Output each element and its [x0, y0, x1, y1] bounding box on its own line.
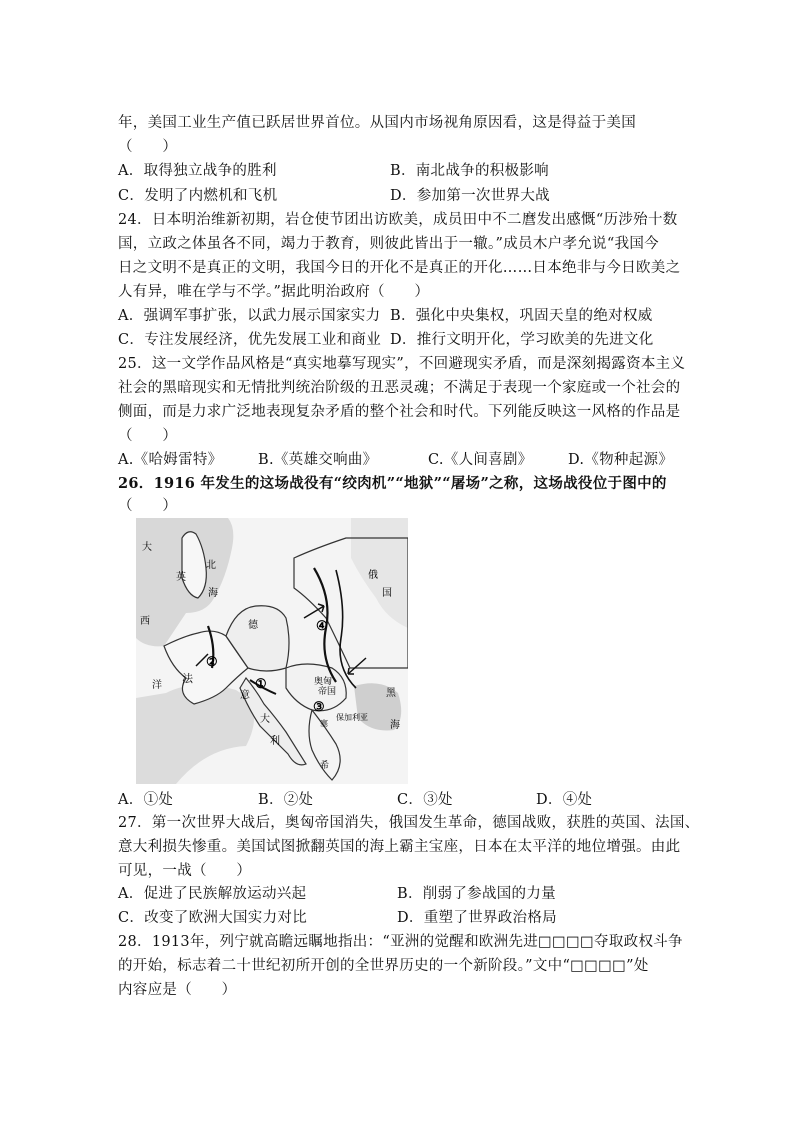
q28-stem-line: 的开始，标志着二十世纪初所开创的全世界历史的一个新阶段。”文中“□□□□”处	[118, 958, 649, 974]
map-label: 塞	[320, 719, 328, 728]
map-label: 德	[248, 620, 258, 631]
q27-option-a[interactable]: A．促进了民族解放运动兴起	[118, 886, 307, 902]
map-label: 海	[390, 720, 400, 731]
q27-option-c[interactable]: C．改变了欧洲大国实力对比	[118, 910, 307, 926]
map-label: 大	[142, 542, 152, 553]
q26-option-a[interactable]: A．①处	[118, 792, 174, 808]
map-label: 希	[320, 761, 330, 771]
q25-option-b[interactable]: B.《英雄交响曲》	[258, 452, 378, 468]
q25-option-a[interactable]: A.《哈姆雷特》	[118, 452, 223, 468]
map-label: 洋	[152, 680, 162, 691]
map-label: 奥匈	[314, 677, 333, 687]
q28-stem-line: 内容应是（ ）	[118, 982, 237, 998]
map-label: 黑	[386, 688, 396, 699]
map-label: 海	[208, 588, 218, 599]
q24-stem-line: 人有异，唯在学与不学。”据此明治政府（ ）	[118, 284, 430, 300]
q23-option-b[interactable]: B．南北战争的积极影响	[390, 163, 549, 179]
q25-stem-line: 侧面，而是力求广泛地表现复杂矛盾的整个社会和时代。下列能反映这一风格的作品是	[118, 404, 681, 420]
map-label: 保加利亚	[336, 713, 368, 722]
q24-option-a[interactable]: A．强调军事扩张，以武力展示国家实力	[118, 308, 381, 324]
europe-wwi-map	[136, 518, 408, 784]
map-label: 帝国	[318, 687, 337, 697]
q24-option-d[interactable]: D．推行文明开化，学习欧美的先进文化	[390, 332, 654, 348]
q24-stem-line: 国，立政之体虽各不同，竭力于教育，则彼此皆出于一辙。”成员木户孝允说“我国今	[118, 236, 659, 252]
q25-option-d[interactable]: D.《物种起源》	[568, 452, 674, 468]
q24-option-c[interactable]: C．专注发展经济，优先发展工业和商业	[118, 332, 381, 348]
map-label: 西	[140, 616, 150, 627]
q25-option-c[interactable]: C.《人间喜剧》	[428, 452, 533, 468]
q24-stem-line: 日之文明不是真正的文明，我国今日的开化不是真正的开化……日本绝非与今日欧美之	[118, 260, 681, 276]
q27-stem-line: 27．第一次世界大战后，奥匈帝国消失，俄国发生革命，德国战败，获胜的英国、法国、	[118, 815, 700, 831]
marker-2: ②	[206, 655, 218, 670]
q26-answer-paren: （ ）	[118, 498, 178, 514]
map-label: 意	[240, 690, 250, 701]
q25-answer-paren: （ ）	[118, 428, 178, 444]
q27-option-d[interactable]: D．重塑了世界政治格局	[397, 910, 557, 926]
map-label: 利	[270, 736, 280, 747]
marker-4: ④	[316, 619, 328, 634]
map-label: 俄	[368, 570, 378, 581]
q24-stem-line: 24．日本明治维新初期，岩仓使节团出访欧美，成员田中不二麿发出感慨“历涉殆十数	[118, 212, 678, 228]
q23-option-a[interactable]: A．取得独立战争的胜利	[118, 163, 277, 179]
q27-stem-line: 意大利损失惨重。美国试图掀翻英国的海上霸主宝座，日本在太平洋的地位增强。由此	[118, 839, 681, 855]
q23-option-c[interactable]: C．发明了内燃机和飞机	[118, 188, 278, 204]
map-label: 大	[260, 714, 270, 725]
q23-answer-paren: （ ）	[118, 139, 178, 155]
q25-stem-line: 社会的黑暗现实和无情批判统治阶级的丑恶灵魂；不满足于表现一个家庭或一个社会的	[118, 380, 681, 396]
q26-stem-line: 26．1916 年发生的这场战役有“绞肉机”“地狱”“屠场”之称，这场战役位于图中的	[118, 475, 667, 492]
q28-stem-line: 28．1913年，列宁就高瞻远瞩地指出：“亚洲的觉醒和欧洲先进□□□□夺取政权斗争	[118, 934, 683, 950]
q27-option-b[interactable]: B．削弱了参战国的力量	[397, 886, 556, 902]
q23-option-d[interactable]: D．参加第一次世界大战	[390, 188, 550, 204]
marker-1: ①	[255, 677, 267, 692]
q26-option-c[interactable]: C．③处	[397, 792, 453, 808]
map-label: 法	[182, 672, 193, 685]
q27-stem-line: 可见，一战（ ）	[118, 863, 252, 879]
q26-option-b[interactable]: B．②处	[258, 792, 314, 808]
q26-option-d[interactable]: D．④处	[536, 792, 593, 808]
map-label: 英	[176, 572, 186, 583]
q24-option-b[interactable]: B．强化中央集权，巩固天皇的绝对权威	[390, 308, 653, 324]
map-label: 国	[382, 588, 392, 599]
marker-3: ③	[313, 700, 325, 715]
q25-stem-line: 25．这一文学作品风格是“真实地摹写现实”，不回避现实矛盾，而是深刻揭露资本主义	[118, 356, 686, 372]
q23-stem-line: 年，美国工业生产值已跃居世界首位。从国内市场视角原因看，这是得益于美国	[118, 115, 636, 131]
map-label: 北	[206, 560, 216, 571]
